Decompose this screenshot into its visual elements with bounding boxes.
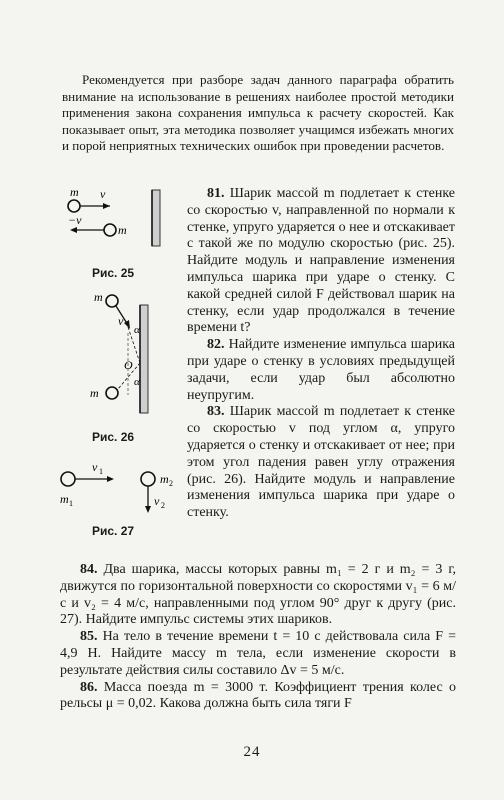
problem-number: 84.	[80, 562, 98, 577]
problem-number: 82.	[207, 337, 225, 353]
fig26-o: O	[124, 358, 133, 372]
fig25-caption: Рис. 25	[92, 266, 135, 280]
fig26-m-top: m	[94, 290, 103, 304]
problem-text: Два шарика, массы которых равны m₁ = 2 г и m₂ = 3 г, движутся по горизонтальной поверхности со скоростями v₁ = 6 м/с и v₂ = 4 м/с, направленными под углом 90° друг к другу (рис. 27). Найдите импульс системы этих шариков.	[60, 562, 456, 628]
fig27-v2-sub: 2	[161, 501, 165, 510]
problem-text: Шарик массой m подлетает к стенке со скоростью v под углом α, упруго ударяется о стенку и отскакивает от нее; при этом угол падения равен углу отражения (рис. 26). Найдите модуль и направление изменения импульса шарика при ударе о стенку.	[187, 404, 456, 521]
figure-26	[88, 285, 158, 415]
fig25-m-bottom: m	[118, 223, 127, 237]
problem-83	[187, 404, 455, 522]
fig26-alpha-bottom: α	[134, 376, 140, 388]
fig26-alpha-top: α	[134, 324, 140, 336]
fig27-caption: Рис. 27	[92, 524, 135, 538]
ball-top	[68, 200, 80, 212]
fig27-v1: v	[92, 460, 98, 474]
fig26-v: v	[118, 314, 124, 328]
fig25-minus-v: −v	[68, 213, 82, 227]
fig25-m-top: m	[70, 186, 79, 199]
fig26-caption: Рис. 26	[92, 430, 135, 444]
figure-25	[60, 186, 180, 261]
ball-m2	[141, 472, 155, 486]
problem-text: Найдите изменение импульса шарика при ударе о стенку в условиях предыдущей задачи, если удар был абсолютно неупругим.	[187, 337, 455, 403]
problem-number: 81.	[207, 186, 225, 201]
problem-81	[187, 186, 455, 337]
fig27-m2-sub: 2	[169, 479, 173, 488]
problem-number: 83.	[207, 404, 225, 420]
problem-82	[187, 337, 455, 404]
fig27-v2: v	[154, 494, 160, 508]
ball-bottom	[104, 224, 116, 236]
intro-paragraph: Рекомендуется при разборе задач данного параграфа обратить внимание на использование в решениях наиболее простой методики применения закона сохранения импульса к расчету скоростей. Как показывает опыт, эта методика позволяет учащимся избежать многих и порой неприятных технических ошибок при проведении расчетов.	[62, 72, 454, 154]
fig27-m1: m	[60, 492, 69, 506]
problem-text: Шарик массой m подлетает к стенке со скоростью v, направленной по нормали к стенке, упруго ударяется о нее и отскакивает с такой же по модулю скоростью (рис. 25). Найдите модуль и направление изменения импульса шарика при ударе о стенку. С какой средней силой F действовал шарик на стенку, если удар продолжался в течение времени t?	[187, 186, 456, 336]
fig26-m-bottom: m	[90, 386, 99, 400]
problem-86	[60, 680, 456, 714]
figure-27	[58, 455, 183, 515]
fig27-m2: m	[160, 472, 169, 486]
page-number: 24	[243, 744, 261, 760]
ball-outgoing	[106, 387, 118, 399]
ball-m1	[61, 472, 75, 486]
full-width-problems	[60, 562, 456, 713]
problem-number: 86.	[80, 679, 98, 695]
fig27-m1-sub: 1	[69, 499, 73, 508]
problem-85	[60, 629, 456, 679]
fig27-v1-sub: 1	[99, 467, 103, 476]
problem-text: Масса поезда m = 3000 т. Коэффициент трения колес о рельсы μ = 0,02. Какова должна быть сила тяги F	[60, 679, 457, 712]
right-column	[187, 186, 455, 522]
problem-84	[60, 562, 456, 629]
problem-text: На тело в течение времени t = 10 с действовала сила F = 4,9 Н. Найдите массу m тела, если изменение скорости в результате действия силы составило Δv = 5 м/с.	[60, 629, 457, 678]
ball-incoming	[106, 295, 118, 307]
fig25-v-top: v	[100, 187, 106, 201]
problem-number: 85.	[80, 629, 98, 645]
